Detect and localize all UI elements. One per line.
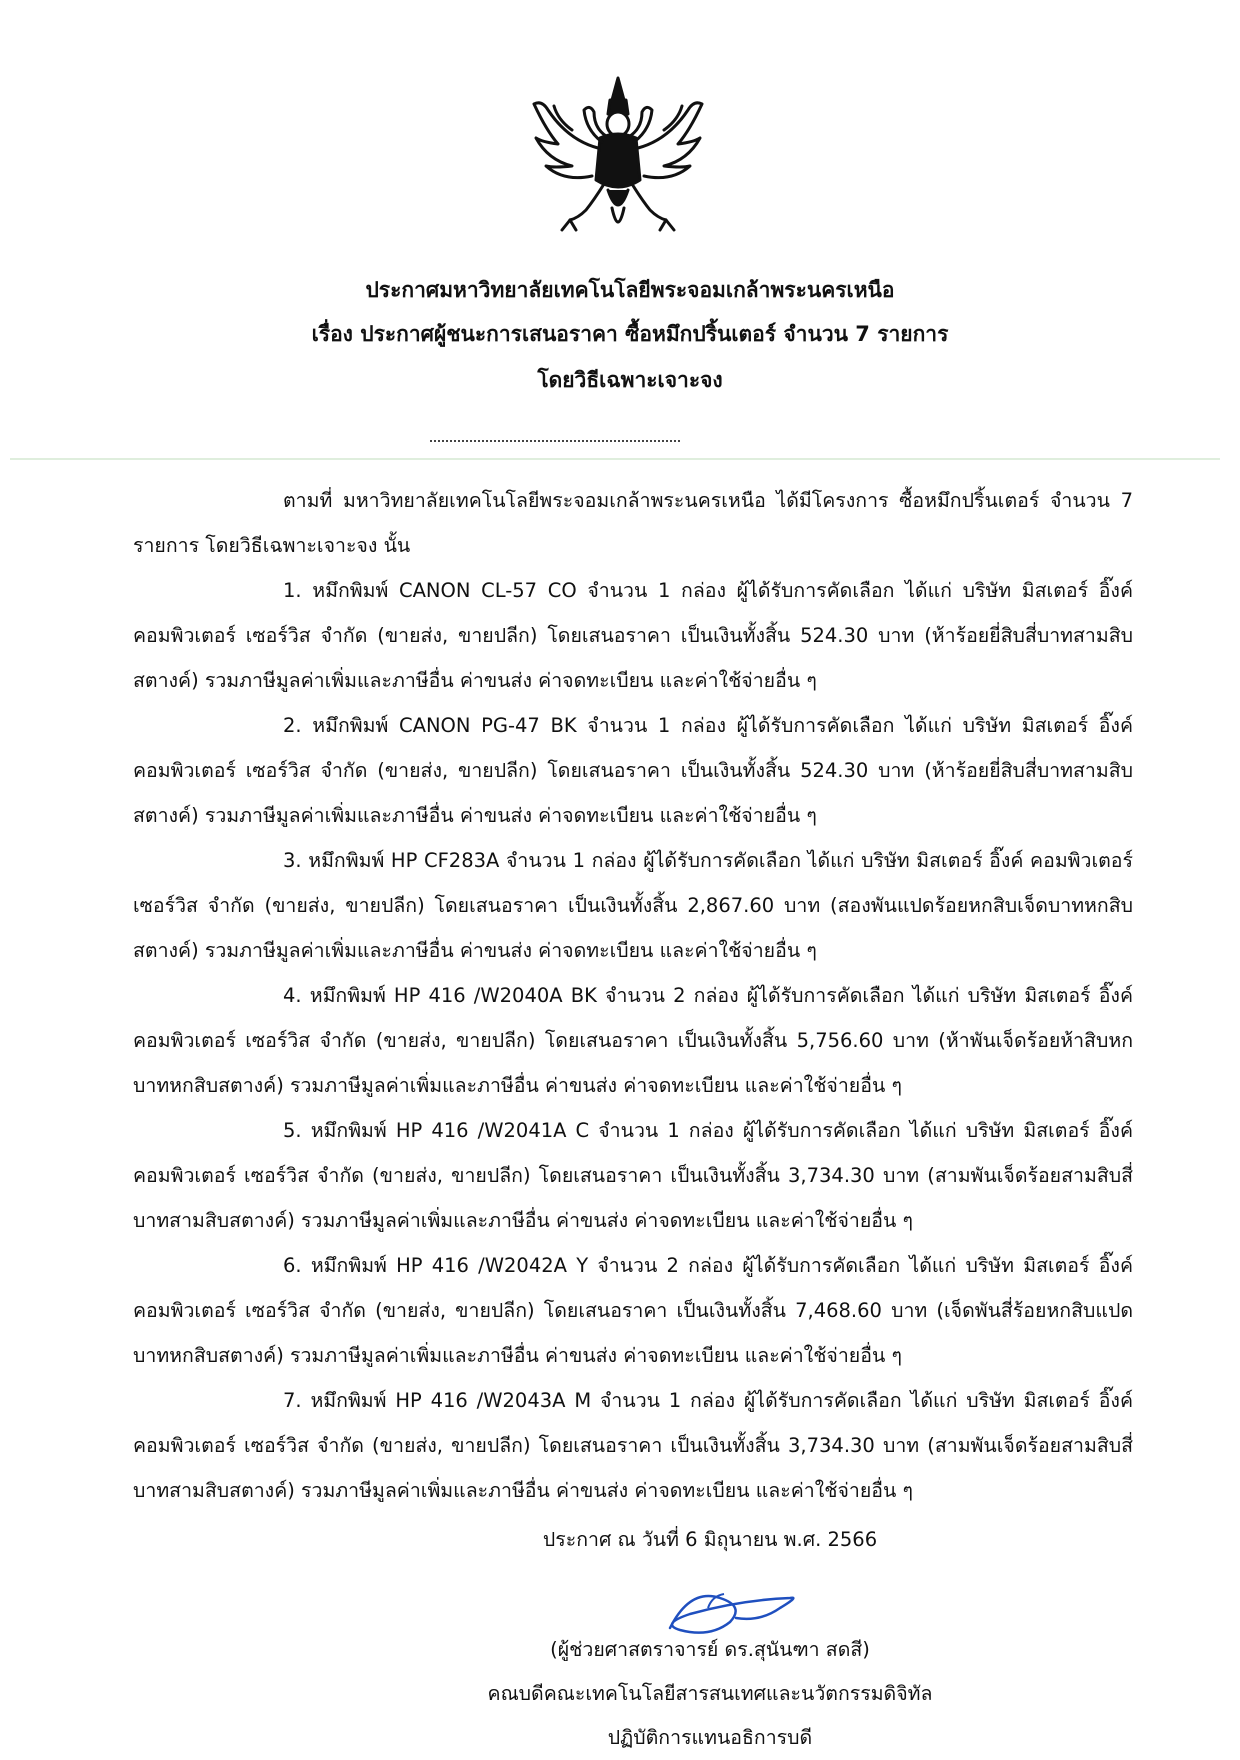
intro-paragraph: ตามที่ มหาวิทยาลัยเทคโนโลยีพระจอมเกล้าพระนครเหนือ ได้มีโครงการ ซื้อหมึกปริ้นเตอร์ จำนวน 7 รายการ โดยวิธีเฉพาะเจาะจง นั้น (133, 489, 1133, 557)
signatory-position: คณบดีคณะเทคโนโลยีสารสนเทศและนวัตกรรมดิจิทัล (487, 1682, 933, 1705)
announcement-subject: เรื่อง ประกาศผู้ชนะการเสนอราคา ซื้อหมึกปริ้นเตอร์ จำนวน 7 รายการ (311, 322, 949, 346)
announcement-method: โดยวิธีเฉพาะเจาะจง (537, 368, 723, 392)
announcement-title: ประกาศมหาวิทยาลัยเทคโนโลยีพระจอมเกล้าพระนครเหนือ (365, 278, 895, 302)
signatory-acting-position: ปฏิบัติการแทนอธิการบดี (607, 1726, 813, 1749)
item-paragraph-4: 4. หมึกพิมพ์ HP 416 /W2040A BK จำนวน 2 กล่อง ผู้ได้รับการคัดเลือก ได้แก่ บริษัท มิสเตอร์ อิ๊งค์ คอมพิวเตอร์ เซอร์วิส จำกัด (ขายส่ง, ขายปลีก) โดยเสนอราคา เป็นเงินทั้งสิ้น 5,756.60 บาท (ห้าพันเจ็ดร้อยห้าสิบหกบาทหกสิบสตางค์) รวมภาษีมูลค่าเพิ่มและภาษีอื่น ค่าขนส่ง ค่าจดทะเบียน และค่าใช้จ่ายอื่น ๆ (133, 984, 1133, 1097)
signatory-name: (ผู้ช่วยศาสตราจารย์ ดร.สุนันฑา สดสี) (550, 1638, 870, 1661)
item-paragraph-7: 7. หมึกพิมพ์ HP 416 /W2043A M จำนวน 1 กล่อง ผู้ได้รับการคัดเลือก ได้แก่ บริษัท มิสเตอร์ อิ๊งค์คอมพิวเตอร์ เซอร์วิส จำกัด (ขายส่ง, ขายปลีก) โดยเสนอราคา เป็นเงินทั้งสิ้น 3,734.30 บาท (สามพันเจ็ดร้อยสามสิบสี่บาทสามสิบสตางค์) รวมภาษีมูลค่าเพิ่มและภาษีอื่น ค่าขนส่ง ค่าจดทะเบียน และค่าใช้จ่ายอื่น ๆ (133, 1389, 1133, 1502)
item-paragraph-6: 6. หมึกพิมพ์ HP 416 /W2042A Y จำนวน 2 กล่อง ผู้ได้รับการคัดเลือก ได้แก่ บริษัท มิสเตอร์ อิ๊งค์คอมพิวเตอร์ เซอร์วิส จำกัด (ขายส่ง, ขายปลีก) โดยเสนอราคา เป็นเงินทั้งสิ้น 7,468.60 บาท (เจ็ดพันสี่ร้อยหกสิบแปดบาทหกสิบสตางค์) รวมภาษีมูลค่าเพิ่มและภาษีอื่น ค่าขนส่ง ค่าจดทะเบียน และค่าใช้จ่ายอื่น ๆ (133, 1254, 1133, 1367)
item-paragraph-3: 3. หมึกพิมพ์ HP CF283A จำนวน 1 กล่อง ผู้ได้รับการคัดเลือก ได้แก่ บริษัท มิสเตอร์ อิ๊งค์ คอมพิวเตอร์ เซอร์วิส จำกัด (ขายส่ง, ขายปลีก) โดยเสนอราคา เป็นเงินทั้งสิ้น 2,867.60 บาท (สองพันแปดร้อยหกสิบเจ็ดบาทหกสิบสตางค์) รวมภาษีมูลค่าเพิ่มและภาษีอื่น ค่าขนส่ง ค่าจดทะเบียน และค่าใช้จ่ายอื่น ๆ (133, 849, 1133, 962)
garuda-emblem-icon (528, 70, 708, 240)
item-paragraph-5: 5. หมึกพิมพ์ HP 416 /W2041A C จำนวน 1 กล่อง ผู้ได้รับการคัดเลือก ได้แก่ บริษัท มิสเตอร์ อิ๊งค์คอมพิวเตอร์ เซอร์วิส จำกัด (ขายส่ง, ขายปลีก) โดยเสนอราคา เป็นเงินทั้งสิ้น 3,734.30 บาท (สามพันเจ็ดร้อยสามสิบสี่บาทสามสิบสตางค์) รวมภาษีมูลค่าเพิ่มและภาษีอื่น ค่าขนส่ง ค่าจดทะเบียน และค่าใช้จ่ายอื่น ๆ (133, 1119, 1133, 1232)
item-paragraph-1: 1. หมึกพิมพ์ CANON CL-57 CO จำนวน 1 กล่อง ผู้ได้รับการคัดเลือก ได้แก่ บริษัท มิสเตอร์ อิ๊งค์ คอมพิวเตอร์ เซอร์วิส จำกัด (ขายส่ง, ขายปลีก) โดยเสนอราคา เป็นเงินทั้งสิ้น 524.30 บาท (ห้าร้อยยี่สิบสี่บาทสามสิบสตางค์) รวมภาษีมูลค่าเพิ่มและภาษีอื่น ค่าขนส่ง ค่าจดทะเบียน และค่าใช้จ่ายอื่น ๆ (133, 579, 1133, 692)
dotted-divider (430, 440, 680, 444)
announcement-body (133, 478, 1133, 1513)
item-paragraph-2: 2. หมึกพิมพ์ CANON PG-47 BK จำนวน 1 กล่อง ผู้ได้รับการคัดเลือก ได้แก่ บริษัท มิสเตอร์ อิ๊งค์ คอมพิวเตอร์ เซอร์วิส จำกัด (ขายส่ง, ขายปลีก) โดยเสนอราคา เป็นเงินทั้งสิ้น 524.30 บาท (ห้าร้อยยี่สิบสี่บาทสามสิบสตางค์) รวมภาษีมูลค่าเพิ่มและภาษีอื่น ค่าขนส่ง ค่าจดทะเบียน และค่าใช้จ่ายอื่น ๆ (133, 714, 1133, 827)
announcement-date: ประกาศ ณ วันที่ 6 มิถุนายน พ.ศ. 2566 (542, 1528, 878, 1551)
page-rule (10, 458, 1220, 460)
